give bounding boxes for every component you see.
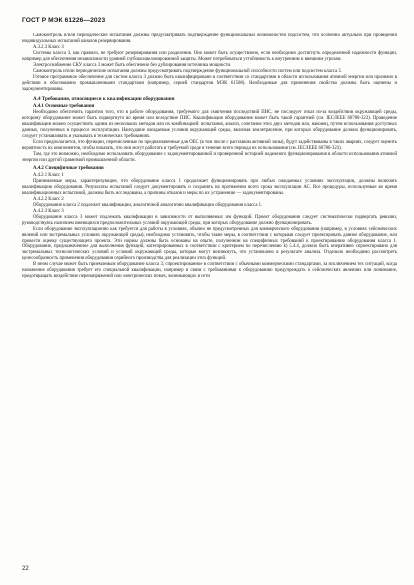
body-paragraph: Оборудование класса 2 подлежит квалификации, аналогичной аналогично квалификации оборудования класса 1. bbox=[33, 202, 263, 208]
page-number: 22 bbox=[22, 566, 29, 572]
body-paragraph: Если предполагается, что функции, перечисленные по предназначенные для ОЕС (в том числе с расплавом активной зоны), будут задействованы в таких авариях, следует оценить вероятность их компонентов, чтобы показать, что они могут работать в требуемой среде в течение всего периода их использования (см. IEC/IEEE 60780-323). bbox=[22, 140, 397, 152]
body-paragraph: В ином случае может быть приемлемым оборудование класса 3, спроектированное в соответствии с обычными коммерческими стандартами, за исключением тех ситуаций, когда назначение оборудования требует его специальной квалификации, например в связи с требованиями к оборудованию предупреждать о сейсмических явлениях или понимание, предотвращать воздействие перенапряжений или электрических помех, возникающих в сети bbox=[22, 262, 397, 280]
document-body bbox=[22, 33, 397, 573]
body-paragraph: А.4.2.3 Класс 3 bbox=[33, 208, 64, 214]
body-paragraph: А.3.2.3 Класс 3 bbox=[33, 44, 64, 50]
body-paragraph: Готовое программное обеспечение для систем класса 3 должно быть квалифицировано в соответствии со стандартами в области использования атомной энергии или признано в действии в обоснованно промышленными стандартами (например, серией стандартов МЭК 61508). Необходимые для применения свойства должны быть оценены и задокументированы. bbox=[22, 74, 397, 92]
body-paragraph: Оборудование класса 3 может подлежать квалификации в зависимости от выполняемых им функций. Проект оборудования следует систематически подвергать ревизии, руководствуясь наличием имеющихся предположительных условий окружающей среды, при которых оборудование должно функционировать. bbox=[22, 214, 397, 226]
body-paragraph: Самоконтроль и/или периодические испытания должны предусматривать подтверждение функциональных возможностей подсистем, что особенно актуально при проведении индивидуальных испытаний каналов резервирования. bbox=[22, 33, 397, 44]
body-paragraph: Если оборудование эксплуатационно как требуется для работы в условиях, обычно не предусмотренных для коммерческого оборудования (например, в условиях сейсмических явлений или экстремальных условиях окружающей среды), необходимо установить, чтобы такие меры, в соответствии с которыми следует проектировать данное оборудование, или провести оценку существующего проекта. Эти нормы должны быть основаны на опыте, полученном на специфичных требований к проектированию оборудования класса 1. Оборудование, предназначенное для выполнения функций, категорированных в соответствии с критерием по перечислению k) 5.4.4, должно быть оперативно спроектировано для экстремальных технологических условий и условий окружающей среды, которые могут возникнуть, что установлено в результате анализа. Отдельно необходимо рассмотреть целесообразность применения оборудования серийного производства для реализации этих функций. bbox=[22, 226, 397, 262]
section-heading: А.4.1 Основные требования bbox=[33, 103, 95, 109]
body-paragraph: А.4.2.1 Класс 1 bbox=[33, 173, 64, 179]
body-paragraph: Необходимо обеспечить гарантии того, что в работе оборудования, требуемого для смягчения последствий ПИС, не последует отказ из-за воздействия окружающей среды, которому оборудование может быть подвергнуто во время или вследствие ПИС. Квалификация оборудования может быть такой гарантией (см. IEC/IEEE 60780-323). Проведение квалификации можно осуществить одним из нескольких методов или их комбинацией: испытания, анализ, сочетание этих двух методов или, наконец, путем использования доступных данных, полученных в процессе эксплуатации. Наихудшие ожидаемые условия окружающей среды, включая землетрясение, при которых оборудование должно функционировать, следует устанавливать и указывать в технических требованиях. bbox=[22, 110, 397, 140]
body-paragraph: А.4.2.2 Класс 2 bbox=[33, 196, 64, 202]
body-paragraph: Принимаемые меры, характеризующие, что оборудование класса 1 продолжает функционировать при любых ожидаемых условиях эксплуатации, должны включать квалификацию оборудования. Результаты испытаний следует документировать и сохранять на протяжении всего срока эксплуатации АС. Все процедуры, используемые во время квалификационных испытаний, должны быть исследованы, а причины отказов и меры по их устранению — задокументированы. bbox=[22, 178, 397, 196]
body-paragraph: Самоконтроль и/или периодические испытания должны предусматривать подтверждение функциональной способности систем или подсистем класса 3. bbox=[33, 68, 342, 74]
body-paragraph: Электроснабжение СКУ класса 3 может быть обеспечено без дублирования источника мощности. bbox=[33, 62, 232, 68]
body-paragraph: Там, где это возможно, необходимо использовать оборудование с задокументированной и проверенной историей надежного функционирования в области использования атомной энергии или другой сравнимой промышленной области. bbox=[22, 152, 397, 164]
section-heading: А.4.2 Специфичные требования bbox=[33, 166, 104, 172]
section-heading: А.4 Требования, относящиеся к квалификации оборудования bbox=[33, 95, 175, 102]
standard-designation: ГОСТ Р МЭК 61226—2023 bbox=[22, 17, 106, 24]
body-paragraph: Системы класса 3, как правило, не требуют резервирования или разделения. Оно может быть осуществлено, если необходимо достигнуть определенной надежности функции, например для обеспечения независимости уровней глубокоэшелонированной защиты. Может потребоваться устойчивость к внутренним и внешним угрозам. bbox=[22, 50, 397, 62]
